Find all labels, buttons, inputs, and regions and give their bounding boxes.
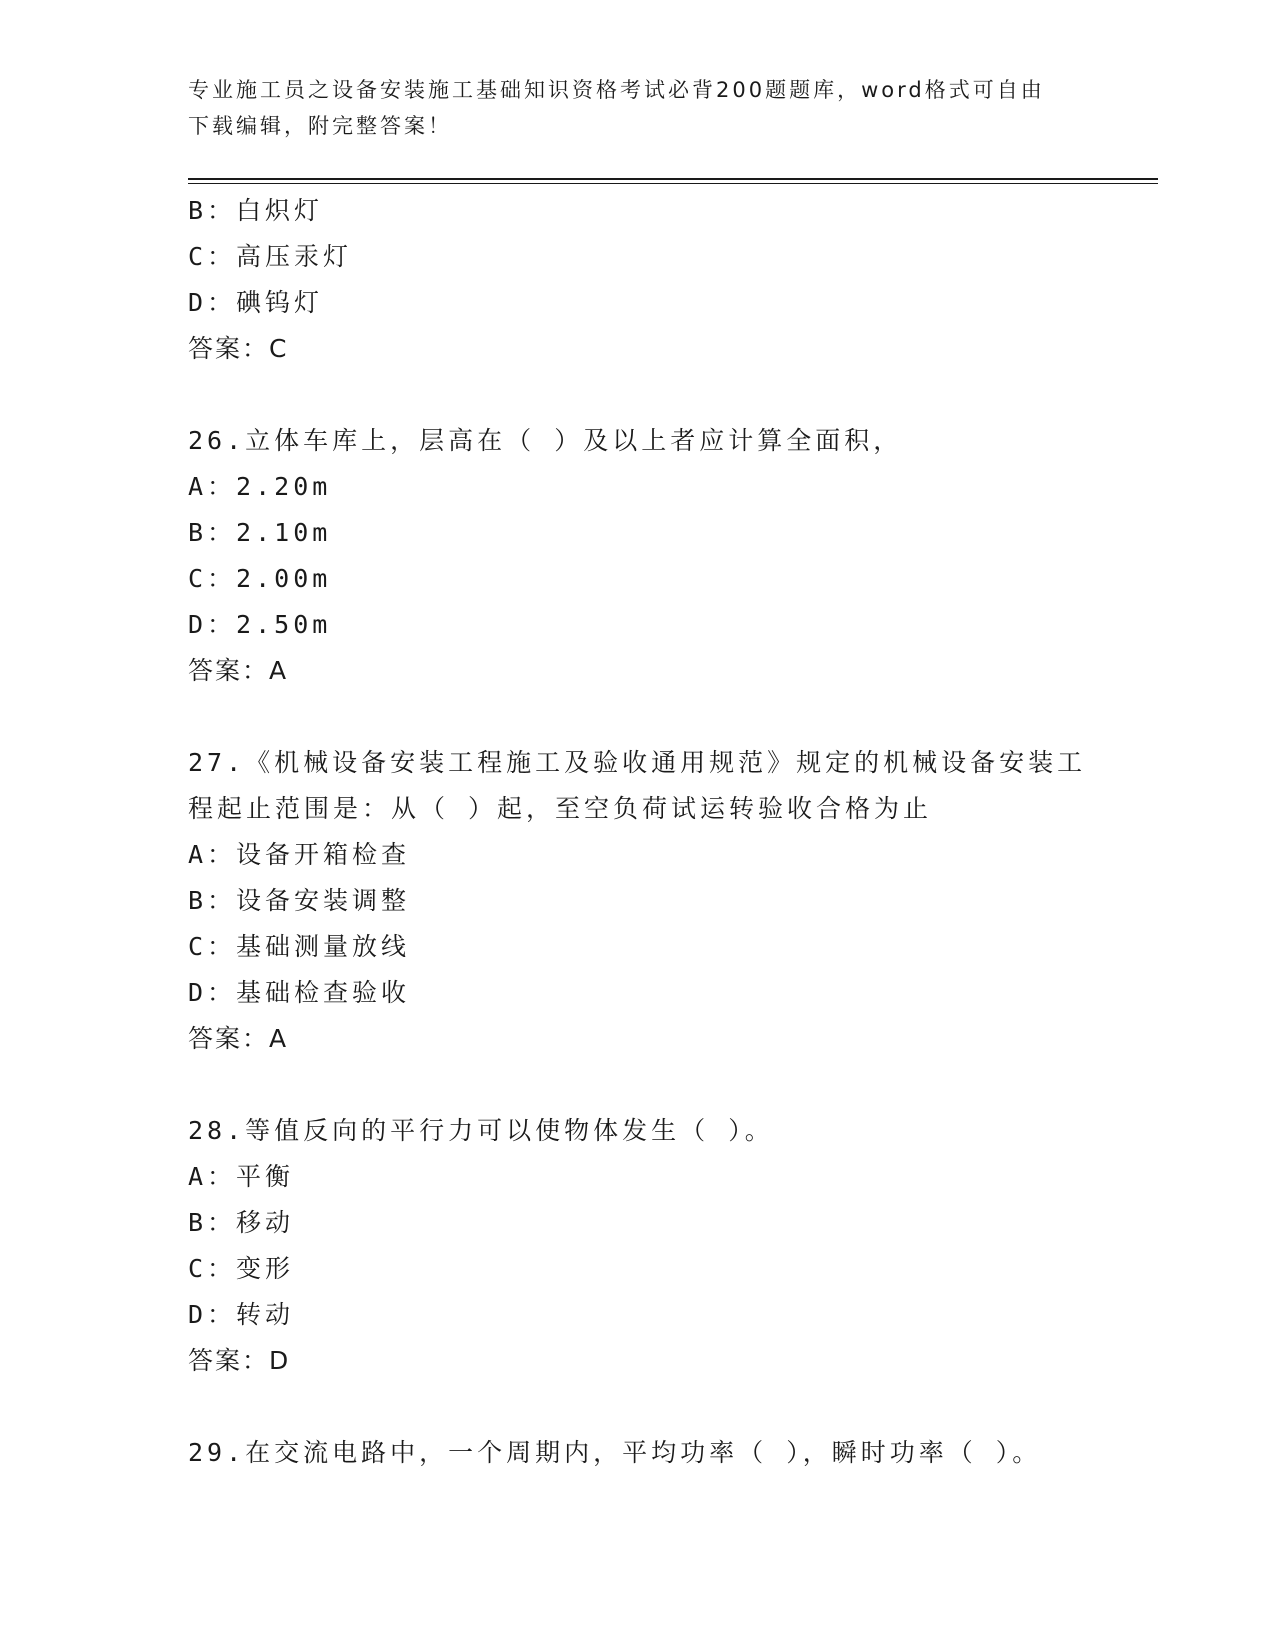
option-b: B：设备安装调整 (188, 886, 411, 915)
option-d: D：碘钨灯 (188, 288, 324, 317)
question-25-continued (188, 188, 1088, 372)
answer-line: 答案：D (188, 1346, 291, 1375)
option-d: D：基础检查验收 (188, 978, 411, 1007)
spacer (188, 1062, 1088, 1108)
header-rule-thin (188, 183, 1158, 184)
question-27 (188, 740, 1088, 1062)
spacer (188, 1384, 1088, 1430)
spacer (188, 694, 1088, 740)
option-c: C：变形 (188, 1254, 295, 1283)
header-title-line2: 下载编辑，附完整答案！ (188, 114, 452, 138)
option-a: A：平衡 (188, 1162, 295, 1191)
option-c: C：基础测量放线 (188, 932, 411, 961)
option-a: A：设备开箱检查 (188, 840, 411, 869)
spacer (188, 372, 1088, 418)
option-d: D：转动 (188, 1300, 295, 1329)
question-text-line1: 27.《机械设备安装工程施工及验收通用规范》规定的机械设备安装工 (188, 748, 1087, 777)
option-d: D：2.50m (188, 610, 332, 639)
option-b: B：2.10m (188, 518, 332, 547)
option-b: B：白炽灯 (188, 196, 324, 225)
option-c: C：2.00m (188, 564, 332, 593)
question-26 (188, 418, 1088, 694)
answer-line: 答案：A (188, 1024, 289, 1053)
question-28 (188, 1108, 1088, 1384)
question-text: 28.等值反向的平行力可以使物体发生（ ）。 (188, 1116, 774, 1145)
question-text: 26.立体车库上，层高在（ ）及以上者应计算全面积， (188, 426, 903, 455)
answer-line: 答案：C (188, 334, 289, 363)
question-text: 29.在交流电路中，一个周期内，平均功率（ ），瞬时功率（ ）。 (188, 1438, 1042, 1467)
answer-line: 答案：A (188, 656, 289, 685)
question-list (188, 188, 1088, 1476)
option-a: A：2.20m (188, 472, 332, 501)
document-header (188, 72, 1088, 144)
option-c: C：高压汞灯 (188, 242, 353, 271)
header-title-line1: 专业施工员之设备安装施工基础知识资格考试必背200题题库，word格式可自由 (188, 78, 1045, 102)
question-29 (188, 1430, 1088, 1476)
option-b: B：移动 (188, 1208, 295, 1237)
header-rule-thick (188, 178, 1158, 180)
question-text-line2: 程起止范围是：从（ ）起，至空负荷试运转验收合格为止 (188, 794, 933, 823)
